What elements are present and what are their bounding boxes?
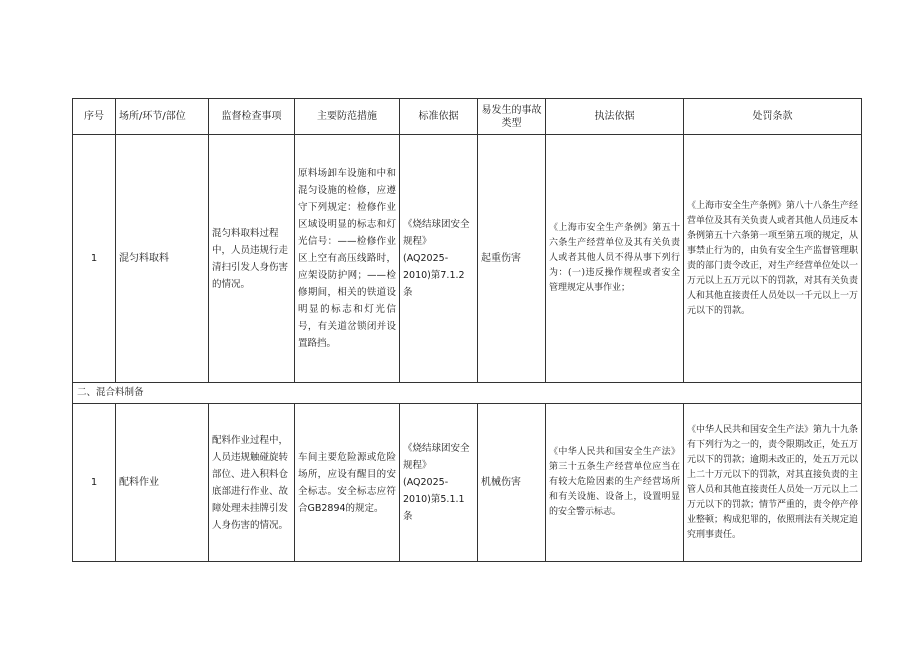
header-penalty: 处罚条款: [684, 99, 862, 135]
cell-item: 混匀料取料过程中，人员违规行走清扫引发人身伤害的情况。: [209, 135, 295, 383]
header-law: 执法依据: [546, 99, 684, 135]
cell-standard: 《烧结球团安全规程》(AQ2025-2010)第5.1.1条: [400, 404, 478, 562]
table-row: [73, 135, 862, 383]
cell-standard: 《烧结球团安全规程》(AQ2025-2010)第7.1.2条: [400, 135, 478, 383]
cell-seq: 1: [73, 135, 116, 383]
cell-item: 配料作业过程中，人员违规触碰旋转部位、进入积料仓底部进行作业、故障处理未挂牌引发人身伤害的情况。: [209, 404, 295, 562]
inspection-table: [72, 98, 862, 562]
cell-place: 配料作业: [116, 404, 209, 562]
header-standard: 标准依据: [400, 99, 478, 135]
header-measures: 主要防范措施: [295, 99, 400, 135]
section-row: [73, 383, 862, 404]
header-place: 场所/环节/部位: [116, 99, 209, 135]
cell-law: 《中华人民共和国安全生产法》第三十五条生产经营单位应当在有较大危险因素的生产经营场所和有关设施、设备上，设置明显的安全警示标志。: [546, 404, 684, 562]
cell-seq: 1: [73, 404, 116, 562]
cell-measures: 车间主要危险源或危险场所，应设有醒目的安全标志。安全标志应符合GB2894的规定。: [295, 404, 400, 562]
table-row: [73, 404, 862, 562]
header-row: [73, 99, 862, 135]
cell-place: 混匀料取料: [116, 135, 209, 383]
cell-accident: 起重伤害: [478, 135, 546, 383]
header-item: 监督检查事项: [209, 99, 295, 135]
cell-penalty: 《上海市安全生产条例》第八十八条生产经营单位及其有关负责人或者其他人员违反本条例第五十六条第一项至第五项的规定，从事禁止行为的，由负有安全生产监督管理职责的部门责令改正，对生产经营单位处以一万元以上五万元以下的罚款，对其有关负责人和其他直接责任人员处以一千元以上一万元以下的罚款。: [684, 135, 862, 383]
cell-accident: 机械伤害: [478, 404, 546, 562]
cell-law: 《上海市安全生产条例》第五十六条生产经营单位及其有关负责人或者其他人员不得从事下列行为：(一)违反操作规程或者安全管理规定从事作业；: [546, 135, 684, 383]
header-accident: 易发生的事故类型: [478, 99, 546, 135]
section-title: 二、混合料制备: [73, 383, 862, 404]
header-seq: 序号: [73, 99, 116, 135]
cell-measures: 原料场卸车设施和中和混匀设施的检修，应遵守下列规定：检修作业区域设明显的标志和灯光信号：——检修作业区上空有高压线路时，应架设防护网；——检修期间，相关的铁道设明显的标志和灯光信号，有关道岔锁闭并设置路挡。: [295, 135, 400, 383]
cell-penalty: 《中华人民共和国安全生产法》第九十九条有下列行为之一的，责令限期改正，处五万元以下的罚款；逾期未改正的，处五万元以上二十万元以下的罚款，对其直接负责的主管人员和其他直接责任人员处一万元以上二万元以下的罚款；情节严重的，责令停产停业整顿；构成犯罪的，依照刑法有关规定追究刑事责任。: [684, 404, 862, 562]
